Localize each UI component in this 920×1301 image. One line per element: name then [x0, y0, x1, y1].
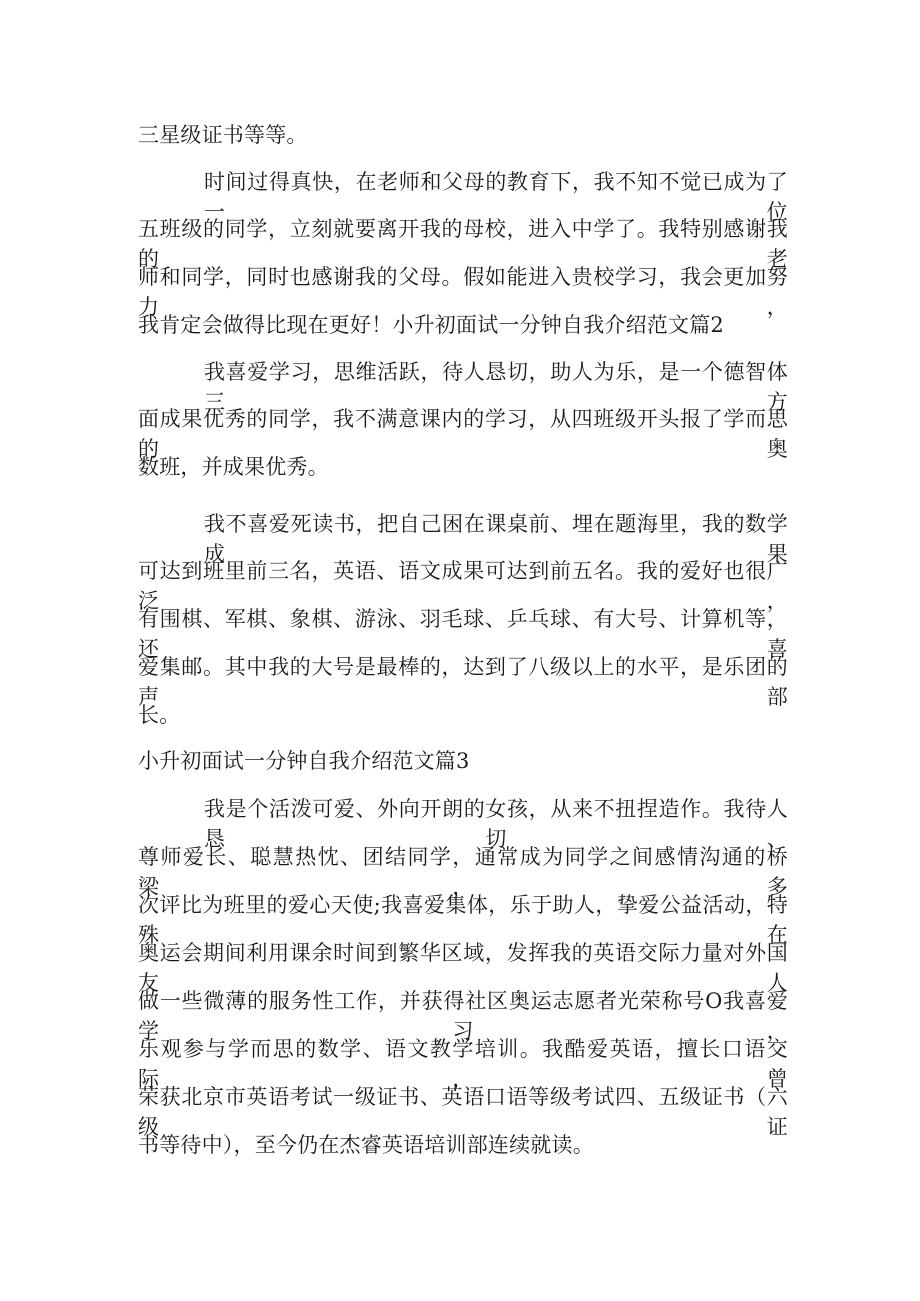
text-line: 爱集邮。其中我的大号是最棒的，达到了八级以上的水平，是乐团的声部 [138, 655, 788, 709]
paragraph-first-line: 我是个活泼可爱、外向开朗的女孩，从来不扭捏造作。我待人恳切、 [204, 797, 788, 851]
text-line: 次评比为班里的爱心天使;我喜爱集体，乐于助人，挚爱公益活动，特殊在 [138, 893, 788, 947]
text-line: 荣获北京市英语考试一级证书、英语口语等级考试四、五级证书（六级证 [138, 1085, 788, 1139]
text-line: 三星级证书等等。 [138, 123, 308, 147]
section-heading: 小升初面试一分钟自我介绍范文篇3 [138, 749, 470, 773]
text-line: 乐观参与学而思的数学、语文教学培训。我酷爱英语，擅长口语交际，曾 [138, 1037, 788, 1091]
paragraph-first-line: 我不喜爱死读书，把自己困在课桌前、埋在题海里，我的数学成果 [204, 512, 788, 566]
text-line: 五班级的同学，立刻就要离开我的母校，进入中学了。我特别感谢我的老 [138, 217, 788, 271]
text-line: 可达到班里前三名，英语、语文成果可达到前五名。我的爱好也很广泛， [138, 559, 788, 613]
text-line: 面成果优秀的同学，我不满意课内的学习，从四班级开头报了学而思的奥 [138, 407, 788, 461]
text-line: 我肯定会做得比现在更好！小升初面试一分钟自我介绍范文篇2 [138, 313, 724, 337]
text-line: 师和同学，同时也感谢我的父母。假如能进入贵校学习，我会更加努力， [138, 265, 788, 319]
text-line: 做一些微薄的服务性工作，并获得社区奥运志愿者光荣称号O我喜爱学习， [138, 989, 788, 1043]
text-line: 书等待中），至今仍在杰睿英语培训部连续就读。 [138, 1133, 594, 1157]
paragraph-first-line: 我喜爱学习，思维活跃，待人恳切，助人为乐，是一个德智体三方 [204, 360, 788, 414]
text-line: 奥运会期间利用课余时间到繁华区域，发挥我的英语交际力量对外国友人 [138, 941, 788, 995]
text-line: 长。 [138, 703, 181, 727]
paragraph-first-line: 时间过得真快，在老师和父母的教育下，我不知不觉已成为了一位 [204, 170, 788, 224]
text-line: 数班，并成果优秀。 [138, 455, 329, 479]
text-line: 有围棋、军棋、象棋、游泳、羽毛球、乒乓球、有大号、计算机等，还喜 [138, 607, 788, 661]
text-line: 尊师爱长、聪慧热忱、团结同学，通常成为同学之间感情沟通的桥梁，多 [138, 845, 788, 899]
